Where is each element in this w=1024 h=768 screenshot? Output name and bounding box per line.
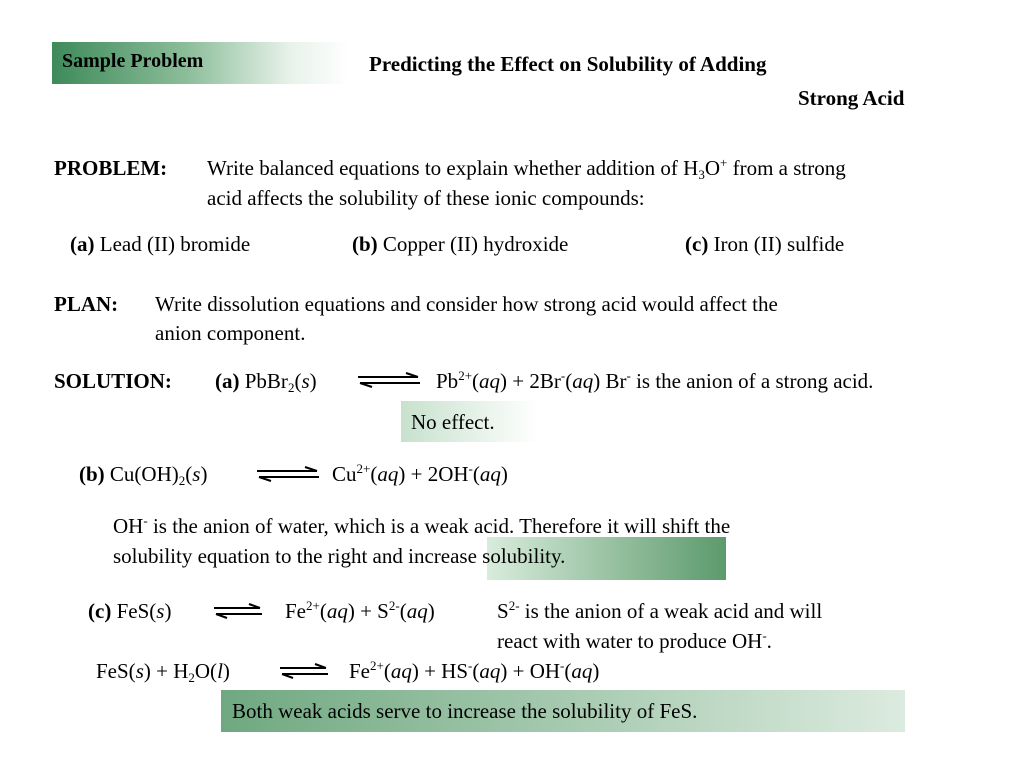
equilibrium-arrow-icon (278, 663, 330, 679)
solution-b-explanation-line1: OH- is the anion of water, which is a weak acid. Therefore it will shift the (113, 513, 731, 538)
problem-item-b: (b) Copper (II) hydroxide (352, 232, 569, 256)
plan-line1: Write dissolution equations and consider how strong acid would affect the (155, 292, 778, 316)
equilibrium-arrow-icon (255, 466, 321, 482)
solution-label: SOLUTION: (54, 369, 172, 393)
equilibrium-arrow-icon (356, 372, 422, 388)
sample-problem-banner (52, 42, 350, 84)
solution-c-products: $Fe^{2+}(aq) + S^{2-}(aq)$ (285, 598, 435, 623)
no-effect-text: No effect. (411, 410, 495, 434)
solution-c-hydrolysis-reactants: $FeS(s) + H_2O(l)$ (96, 659, 230, 685)
problem-item-c: (c) Iron (II) sulfide (685, 232, 845, 256)
plan-label: PLAN: (54, 292, 119, 316)
plan-line2: anion component. (155, 321, 306, 345)
solution-c-note-line1: $S^{2-}$ is the anion of a weak acid and will (497, 598, 823, 623)
solution-b-products: $Cu^{2+}(aq) + 2OH^-(aq)$ (332, 461, 508, 486)
no-effect-box (401, 401, 538, 442)
solution-c-reactant: (c) FeS(s) (88, 599, 172, 623)
conclusion-text: Both weak acids serve to increase the solubility of FeS. (232, 699, 698, 723)
solution-a-reactant: (a) PbBr$_2$(s) (215, 369, 317, 395)
problem-item-a: (a) Lead (II) bromide (70, 232, 251, 256)
solution-c-note-line2: react with water to produce OH-. (497, 628, 772, 653)
page-title-line2: Strong Acid (798, 86, 905, 110)
solution-c-hydrolysis-products: $Fe^{2+}(aq) + HS^-(aq) + OH^-(aq)$ (349, 658, 600, 683)
problem-line2: acid affects the solubility of these ionic compounds: (207, 186, 645, 210)
solution-b-reactant: (b) $Cu(OH)_2(s)$ (79, 462, 208, 488)
problem-line1: Write balanced equations to explain whether addition of $H_3O^+$ from a strong (207, 155, 846, 182)
equilibrium-arrow-icon (212, 603, 264, 619)
problem-label: PROBLEM: (54, 156, 168, 180)
solution-b-explanation-line2: solubility equation to the right and increase solubility. (113, 544, 566, 568)
conclusion-box (221, 690, 905, 732)
page-title: Predicting the Effect on Solubility of Adding (369, 52, 767, 76)
sample-problem-label: Sample Problem (62, 50, 204, 72)
solution-a-products: $Pb^{2+}(aq) + 2Br^-(aq)$ Br- is the anion of a strong acid. (436, 368, 874, 393)
